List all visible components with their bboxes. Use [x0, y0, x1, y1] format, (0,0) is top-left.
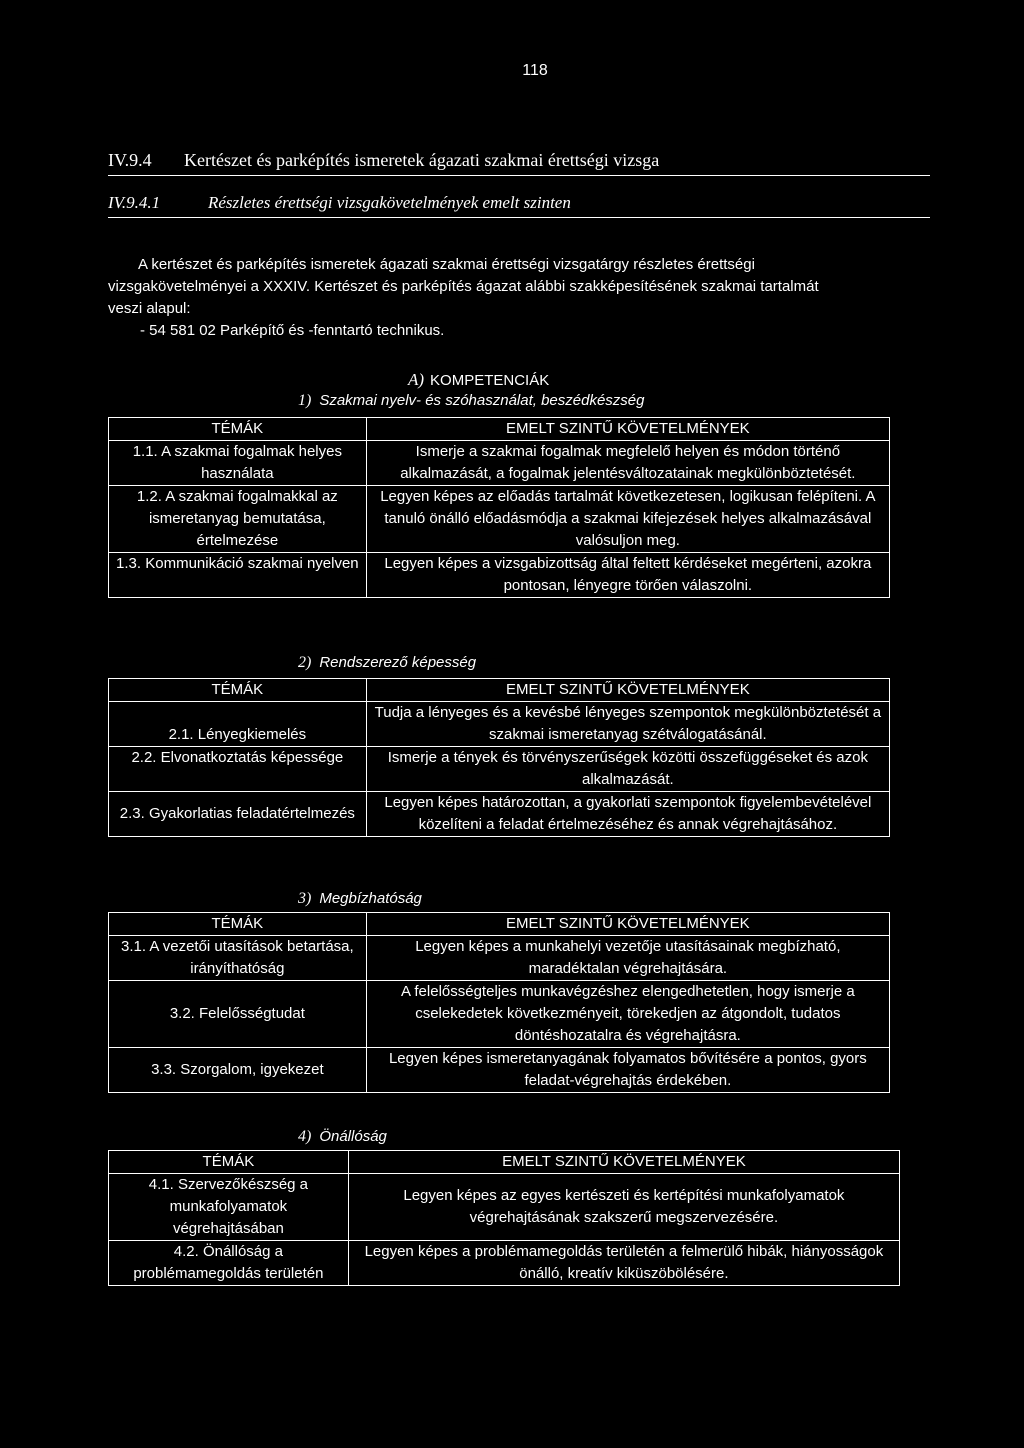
heading-1-number: IV.9.4: [108, 150, 152, 170]
page-number: 118: [522, 62, 548, 79]
topic-cell: 1.3. Kommunikáció szakmai nyelven: [109, 553, 367, 598]
heading-2-title: Részletes érettségi vizsgakövetelmények emelt szinten: [208, 193, 571, 212]
heading-1-title: Kertészet és parképítés ismeretek ágazati szakmai érettségi vizsga: [184, 150, 660, 170]
table-section-1: [108, 417, 890, 598]
requirements-header: EMELT SZINTŰ KÖVETELMÉNYEK: [348, 1151, 899, 1174]
requirement-cell: Legyen képes az egyes kertészeti és kertépítési munkafolyamatok végrehajtásának szakszerű megszervezésére.: [348, 1174, 899, 1241]
table-row: [109, 553, 890, 598]
requirement-cell: Legyen képes határozottan, a gyakorlati szempontok figyelembevételével közelíteni a feladat értelmezéséhez és annak végrehajtásához.: [366, 792, 889, 837]
topics-header: TÉMÁK: [109, 913, 367, 936]
section-3-label: Megbízhatóság: [319, 890, 422, 907]
topic-cell: 1.1. A szakmai fogalmak helyes használata: [109, 441, 367, 486]
section-a-title: [408, 370, 549, 390]
topic-cell: 3.3. Szorgalom, igyekezet: [109, 1048, 367, 1093]
intro-paragraph: [108, 254, 908, 342]
table-header-row: [109, 913, 890, 936]
requirements-header: EMELT SZINTŰ KÖVETELMÉNYEK: [366, 913, 889, 936]
requirement-cell: Legyen képes ismeretanyagának folyamatos bővítésére a pontos, gyors feladat-végrehajtás érdekében.: [366, 1048, 889, 1093]
table-header-row: [109, 1151, 900, 1174]
topic-cell: 4.1. Szervezőkészség a munkafolyamatok végrehajtásában: [109, 1174, 349, 1241]
heading-2: [108, 193, 930, 218]
section-1-title: [298, 392, 645, 410]
intro-line-1: A kertészet és parképítés ismeretek ágazati szakmai érettségi vizsgatárgy részletes érettségi: [138, 256, 755, 273]
requirement-cell: Legyen képes a problémamegoldás területén a felmerülő hibák, hiányosságok önálló, kreatív kiküszöbölésére.: [348, 1241, 899, 1286]
table-row: [109, 981, 890, 1048]
section-3-number: 3): [298, 890, 312, 907]
topic-cell: 2.3. Gyakorlatias feladatértelmezés: [109, 792, 367, 837]
topics-header: TÉMÁK: [109, 418, 367, 441]
requirements-header: EMELT SZINTŰ KÖVETELMÉNYEK: [366, 418, 889, 441]
requirement-cell: Legyen képes a munkahelyi vezetője utasításainak megbízható, maradéktalan végrehajtására.: [366, 936, 889, 981]
table-row: [109, 1241, 900, 1286]
heading-1: [108, 150, 930, 176]
topic-cell: 3.1. A vezetői utasítások betartása, irányíthatóság: [109, 936, 367, 981]
topic-cell: 3.2. Felelősségtudat: [109, 981, 367, 1048]
heading-2-number: IV.9.4.1: [108, 193, 161, 212]
table-section-4: [108, 1150, 900, 1286]
section-1-number: 1): [298, 392, 312, 409]
table-row: [109, 792, 890, 837]
topic-cell: 4.2. Önállóság a problémamegoldás területén: [109, 1241, 349, 1286]
table-row: [109, 747, 890, 792]
requirement-cell: Ismerje a szakmai fogalmak megfelelő helyen és módon történő alkalmazását, a fogalmak jelentésváltozatainak megkülönböztetését.: [366, 441, 889, 486]
intro-line-2: vizsgakövetelményei a XXXIV. Kertészet és parképítés ágazat alábbi szakképesítésének szakmai tartalmát: [108, 278, 819, 295]
section-4-title: [298, 1128, 387, 1146]
section-3-title: [298, 890, 422, 908]
section-a-letter: A): [408, 370, 425, 389]
requirement-cell: Legyen képes az előadás tartalmát következetesen, logikusan felépíteni. A tanuló önálló előadásmódja a szakmai kifejezések helyes alkalmazásával valósuljon meg.: [366, 486, 889, 553]
intro-line-3: veszi alapul:: [108, 300, 191, 317]
section-4-label: Önállóság: [319, 1128, 387, 1145]
topic-cell: 1.2. A szakmai fogalmakkal az ismeretanyag bemutatása, értelmezése: [109, 486, 367, 553]
table-row: [109, 441, 890, 486]
intro-list-item: - 54 581 02 Parképítő és -fenntartó technikus.: [140, 322, 445, 339]
requirement-cell: Legyen képes a vizsgabizottság által feltett kérdéseket megérteni, azokra pontosan, lényegre törően válaszolni.: [366, 553, 889, 598]
topics-header: TÉMÁK: [109, 1151, 349, 1174]
table-row: [109, 486, 890, 553]
table-section-2: [108, 678, 890, 837]
table-row: [109, 936, 890, 981]
topics-header: TÉMÁK: [109, 679, 367, 702]
table-row: [109, 1174, 900, 1241]
table-section-3: [108, 912, 890, 1093]
section-2-label: Rendszerező képesség: [319, 654, 477, 671]
requirement-cell: Tudja a lényeges és a kevésbé lényeges szempontok megkülönböztetését a szakmai ismeretanyag szétválogatásánál.: [366, 702, 889, 747]
requirement-cell: Ismerje a tények és törvényszerűségek közötti összefüggéseket és azok alkalmazását.: [366, 747, 889, 792]
table-header-row: [109, 418, 890, 441]
topic-cell: 2.2. Elvonatkoztatás képessége: [109, 747, 367, 792]
section-4-number: 4): [298, 1128, 312, 1145]
requirement-cell: A felelősségteljes munkavégzéshez elengedhetetlen, hogy ismerje a cselekedetek következményeit, törekedjen az átgondolt, tudatos döntéshozatalra és végrehajtásra.: [366, 981, 889, 1048]
section-2-number: 2): [298, 654, 312, 671]
section-1-label: Szakmai nyelv- és szóhasználat, beszédkészség: [319, 392, 645, 409]
table-row: [109, 1048, 890, 1093]
table-row: [109, 702, 890, 747]
section-a-label: KOMPETENCIÁK: [430, 372, 550, 389]
requirements-header: EMELT SZINTŰ KÖVETELMÉNYEK: [366, 679, 889, 702]
section-2-title: [298, 654, 476, 672]
topic-cell: 2.1. Lényegkiemelés: [109, 702, 367, 747]
table-header-row: [109, 679, 890, 702]
